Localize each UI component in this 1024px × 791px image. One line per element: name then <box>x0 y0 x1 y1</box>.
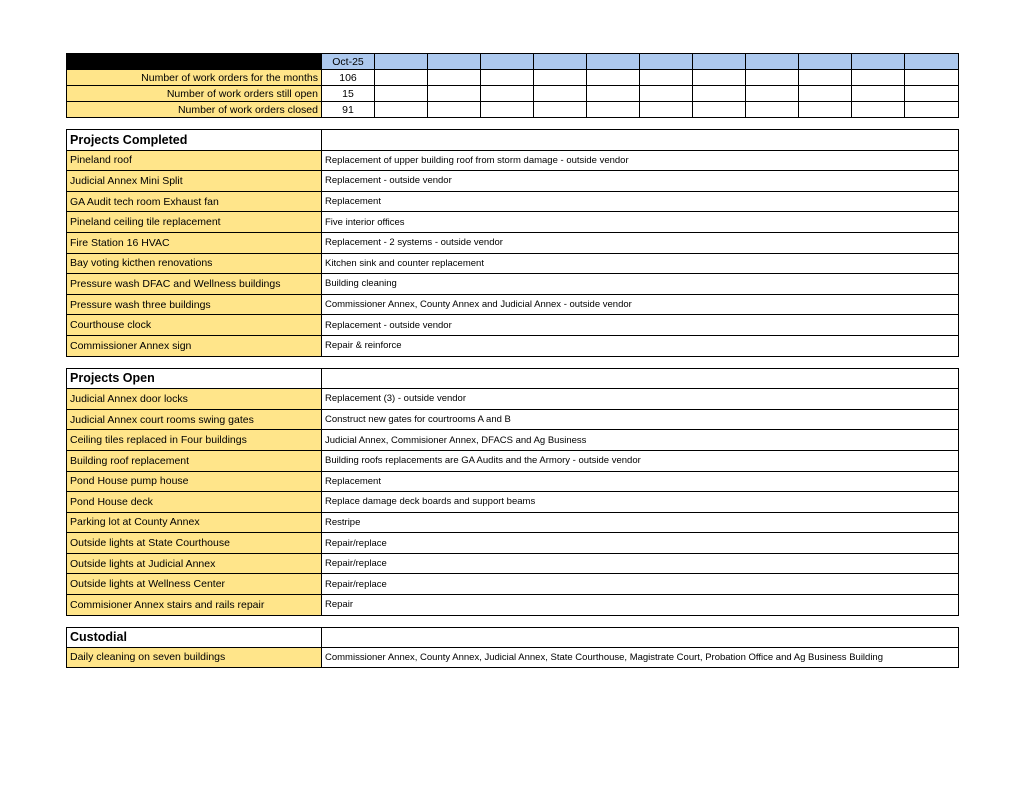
project-name[interactable]: Courthouse clock <box>67 315 322 336</box>
table-row <box>67 315 959 336</box>
project-description[interactable]: Replacement <box>322 191 959 212</box>
summary-value[interactable] <box>746 70 799 86</box>
project-name[interactable]: Pineland ceiling tile replacement <box>67 212 322 233</box>
summary-value[interactable] <box>587 102 640 118</box>
summary-value[interactable] <box>693 86 746 102</box>
table-row <box>67 647 959 667</box>
month-cell[interactable] <box>852 54 905 70</box>
summary-month-row <box>67 54 959 70</box>
summary-value[interactable] <box>481 102 534 118</box>
project-description[interactable]: Repair/replace <box>322 574 959 595</box>
project-description[interactable]: Replacement <box>322 471 959 492</box>
project-name[interactable]: Pressure wash three buildings <box>67 294 322 315</box>
section-title: Custodial <box>67 627 322 647</box>
project-name[interactable]: Judicial Annex Mini Split <box>67 171 322 192</box>
summary-value[interactable] <box>905 70 959 86</box>
summary-row-open <box>67 86 959 102</box>
project-name[interactable]: Pond House deck <box>67 492 322 513</box>
section-header-row <box>67 627 959 647</box>
summary-value[interactable] <box>375 86 428 102</box>
summary-value[interactable] <box>746 86 799 102</box>
summary-value[interactable] <box>799 102 852 118</box>
project-description[interactable]: Building roofs replacements are GA Audits and the Armory - outside vendor <box>322 450 959 471</box>
section-header-blank <box>322 130 959 151</box>
table-row <box>67 171 959 192</box>
summary-value[interactable] <box>587 86 640 102</box>
project-description[interactable]: Replacement (3) - outside vendor <box>322 389 959 410</box>
summary-corner-cell <box>67 54 322 70</box>
summary-value[interactable] <box>428 86 481 102</box>
project-description[interactable]: Replacement - 2 systems - outside vendor <box>322 232 959 253</box>
summary-value[interactable]: 106 <box>322 70 375 86</box>
table-row <box>67 574 959 595</box>
project-name[interactable]: Outside lights at Wellness Center <box>67 574 322 595</box>
project-description[interactable]: Construct new gates for courtrooms A and B <box>322 409 959 430</box>
month-cell[interactable] <box>375 54 428 70</box>
project-name[interactable]: Judicial Annex door locks <box>67 389 322 410</box>
section-header-row <box>67 130 959 151</box>
spreadsheet <box>66 53 958 668</box>
table-row <box>67 232 959 253</box>
summary-value[interactable] <box>799 70 852 86</box>
table-row <box>67 274 959 295</box>
project-name[interactable]: Pressure wash DFAC and Wellness buildings <box>67 274 322 295</box>
project-name[interactable]: Ceiling tiles replaced in Four buildings <box>67 430 322 451</box>
summary-value[interactable]: 91 <box>322 102 375 118</box>
summary-value[interactable] <box>534 70 587 86</box>
project-name[interactable]: Pond House pump house <box>67 471 322 492</box>
summary-value[interactable] <box>587 70 640 86</box>
custodial-table <box>66 627 959 668</box>
summary-label: Number of work orders for the months <box>67 70 322 86</box>
summary-value[interactable]: 15 <box>322 86 375 102</box>
table-row <box>67 533 959 554</box>
project-description[interactable]: Replacement - outside vendor <box>322 171 959 192</box>
summary-value[interactable] <box>852 86 905 102</box>
summary-value[interactable] <box>905 102 959 118</box>
summary-value[interactable] <box>534 102 587 118</box>
month-cell[interactable] <box>587 54 640 70</box>
project-name[interactable]: Pineland roof <box>67 150 322 171</box>
table-row <box>67 212 959 233</box>
section-title: Projects Completed <box>67 130 322 151</box>
summary-value[interactable] <box>693 70 746 86</box>
summary-value[interactable] <box>481 86 534 102</box>
project-description[interactable]: Commissioner Annex, County Annex and Judicial Annex - outside vendor <box>322 294 959 315</box>
month-cell[interactable] <box>481 54 534 70</box>
section-header-row <box>67 368 959 389</box>
project-name[interactable]: Outside lights at Judicial Annex <box>67 553 322 574</box>
table-row <box>67 471 959 492</box>
month-cell[interactable] <box>640 54 693 70</box>
project-name[interactable]: Bay voting kicthen renovations <box>67 253 322 274</box>
table-row <box>67 492 959 513</box>
summary-row-total <box>67 70 959 86</box>
month-cell[interactable] <box>746 54 799 70</box>
summary-value[interactable] <box>428 70 481 86</box>
project-description[interactable]: Replacement - outside vendor <box>322 315 959 336</box>
project-description[interactable]: Replacement of upper building roof from storm damage - outside vendor <box>322 150 959 171</box>
project-name[interactable]: GA Audit tech room Exhaust fan <box>67 191 322 212</box>
table-row <box>67 512 959 533</box>
project-description[interactable]: Repair/replace <box>322 533 959 554</box>
summary-value[interactable] <box>852 102 905 118</box>
summary-label: Number of work orders still open <box>67 86 322 102</box>
summary-value[interactable] <box>640 70 693 86</box>
project-description[interactable]: Five interior offices <box>322 212 959 233</box>
table-row <box>67 450 959 471</box>
work-order-summary-table <box>66 53 959 118</box>
table-row <box>67 253 959 274</box>
summary-value[interactable] <box>852 70 905 86</box>
month-cell[interactable] <box>693 54 746 70</box>
summary-value[interactable] <box>640 86 693 102</box>
month-cell[interactable] <box>905 54 959 70</box>
project-description[interactable]: Judicial Annex, Commisioner Annex, DFACS and Ag Business <box>322 430 959 451</box>
table-row <box>67 191 959 212</box>
table-row <box>67 150 959 171</box>
summary-value[interactable] <box>375 70 428 86</box>
month-cell[interactable] <box>534 54 587 70</box>
summary-value[interactable] <box>799 86 852 102</box>
project-name[interactable]: Fire Station 16 HVAC <box>67 232 322 253</box>
project-name[interactable]: Daily cleaning on seven buildings <box>67 647 322 667</box>
project-name[interactable]: Judicial Annex court rooms swing gates <box>67 409 322 430</box>
project-description[interactable]: Repair <box>322 595 959 616</box>
summary-value[interactable] <box>693 102 746 118</box>
project-name[interactable]: Commisioner Annex stairs and rails repair <box>67 595 322 616</box>
section-header-blank <box>322 368 959 389</box>
summary-value[interactable] <box>905 86 959 102</box>
project-name[interactable]: Parking lot at County Annex <box>67 512 322 533</box>
table-row <box>67 553 959 574</box>
summary-value[interactable] <box>746 102 799 118</box>
project-description[interactable]: Restripe <box>322 512 959 533</box>
project-name[interactable]: Building roof replacement <box>67 450 322 471</box>
table-row <box>67 389 959 410</box>
project-description[interactable]: Commissioner Annex, County Annex, Judicial Annex, State Courthouse, Magistrate Court, Probation Office and Ag Business Building <box>322 647 959 667</box>
table-row <box>67 294 959 315</box>
section-title: Projects Open <box>67 368 322 389</box>
summary-value[interactable] <box>481 70 534 86</box>
project-description[interactable]: Repair/replace <box>322 553 959 574</box>
project-description[interactable]: Repair & reinforce <box>322 335 959 356</box>
table-row <box>67 409 959 430</box>
summary-value[interactable] <box>534 86 587 102</box>
project-name[interactable]: Outside lights at State Courthouse <box>67 533 322 554</box>
section-header-blank <box>322 627 959 647</box>
projects-open-table <box>66 368 959 616</box>
summary-row-closed <box>67 102 959 118</box>
projects-completed-table <box>66 129 959 357</box>
month-cell[interactable]: Oct-25 <box>322 54 375 70</box>
table-row <box>67 595 959 616</box>
month-cell[interactable] <box>428 54 481 70</box>
table-row <box>67 430 959 451</box>
project-description[interactable]: Building cleaning <box>322 274 959 295</box>
project-name[interactable]: Commissioner Annex sign <box>67 335 322 356</box>
summary-value[interactable] <box>428 102 481 118</box>
project-description[interactable]: Replace damage deck boards and support beams <box>322 492 959 513</box>
project-description[interactable]: Kitchen sink and counter replacement <box>322 253 959 274</box>
summary-value[interactable] <box>640 102 693 118</box>
summary-label: Number of work orders closed <box>67 102 322 118</box>
table-row <box>67 335 959 356</box>
summary-value[interactable] <box>375 102 428 118</box>
month-cell[interactable] <box>799 54 852 70</box>
